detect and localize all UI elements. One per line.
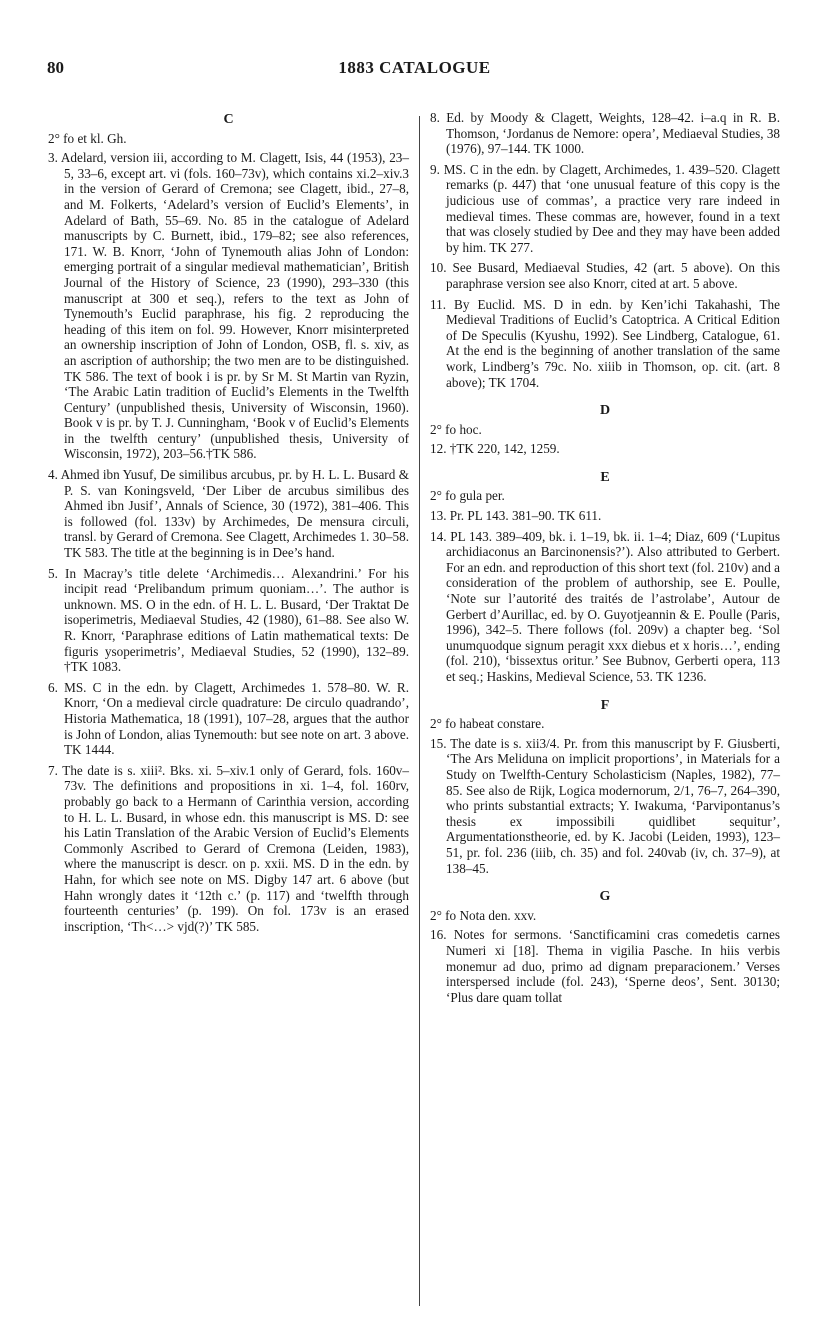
note-entry-14: 14. PL 143. 389–409, bk. i. 1–19, bk. ii. 1–4; Diaz, 609 (‘Lupitus archidiaconus an Barcinonensis?’). Also attributed to Gerbert. For an edn. and reproduction of this short text (fol. 210v) and a consideration of the problem of authorship, see E. Poulle, ‘Note sur l’autorité des traités de l’astrolabe’, Autour de Gerbert d’Aurillac, ed. by O. Guyotjeannin & E. Poulle (Paris, 1996), 342–5. There follows (fol. 209v) a chapter beg. ‘Sol unumquodque signum peragit xxx diebus et x horis…’, ending (fol. 210), ‘bissextus oritur.’ See Bubnov, Gerberti opera, 113 et seq.; Haskins, Medieval Science, 53. TK 1236.: [430, 528, 780, 684]
folio-incipit-g: 2° fo Nota den. xxv.: [430, 907, 537, 923]
folio-incipit-e: 2° fo gula per.: [430, 488, 505, 504]
note-entry-5: 5. In Macray’s title delete ‘Archimedis… Alexandrini.’ For his incipit read ‘Prelibandum primum quoniam…’. The author is unknown. MS. O in the edn. of H. L. L. Busard, ‘Der Traktat De isoperimetris, Mediaeval Studies, 42 (1980), 61–88. See also W. R. Knorr, ‘Paraphrase editions of Latin mathematical texts: De figuris ysoperimetris’, Mediaeval Studies, 52 (1990), 132–89. †TK 1083.: [48, 565, 409, 675]
folio-incipit-f: 2° fo habeat constare.: [430, 716, 545, 732]
section-heading-d: D: [599, 403, 611, 419]
note-entry-10: 10. See Busard, Mediaeval Studies, 42 (art. 5 above). On this paraphrase version see also Knorr, cited at art. 5 above.: [430, 260, 780, 291]
right-column: [430, 110, 780, 1010]
note-entry-3: 3. Adelard, version iii, according to M. Clagett, Isis, 44 (1953), 23–5, 33–6, except art. vi (fols. 160–73v), which contains xi.2–xiv.3 in the version of Gerard of Cremona; see Clagett, ibid., 27–8, and M. Folkerts, ‘Adelard’s version of Euclid’s Elements’, in Adelard of Bath, 55–69. No. 85 in the catalogue of Adelard manuscripts by C. Burnett, ibid., 179–82; see also references, 171. W. B. Knorr, ‘John of Tynemouth alias John of London: emerging portrait of a singular medieval mathematician’, British Journal of the History of Science, 23 (1990), 293–330 (this manuscript at 300 et seq.), refers to the text as John of Tynemouth’s Euclid paraphrase, his fig. 2 reproducing the heading of this item on fol. 99. However, Knorr misinterpreted an ownership inscription of John of London, OSB, fl. s. xiv, as an ascription of authorship; the two men are to be distinguished. TK 586. The text of book i is pr. by Sr M. St Martin van Ryzin, ‘The Arabic Latin tradition of Euclid’s Elements in the Twelfth Century’ (unpublished thesis, University of Wisconsin, 1960). Book v is pr. by T. J. Cunningham, ‘Book v of Euclid’s Elements in the twelfth century’ (unpublished thesis, University of Wisconsin, 1972), 203–56.†TK 586.: [48, 150, 409, 462]
section-heading-c: C: [223, 112, 234, 127]
note-entry-15: 15. The date is s. xii3/4. Pr. from this manuscript by F. Giusberti, ‘The Ars Meliduna on implicit proportions’, in Materials for a Study on Twelfth-Century Scholasticism (Naples, 1982), 77–85. See also de Rijk, Logica modernorum, 2/1, 76–7, 264–390, who prints substantial extracts; Y. Iwakuma, ‘Parvipontanus’s thesis ex impossibili quidlibet sequitur’, Argumentationstheorie, ed. by K. Jacobi (Leiden, 1993), 123–51, pr. fol. 236 (iiib, ch. 35) and fol. 240vab (iv, ch. 37–9), at 138–45.: [430, 735, 780, 876]
note-entry-6: 6. MS. C in the edn. by Clagett, Archimedes 1. 578–80. W. R. Knorr, ‘On a medieval circle quadrature: De circulo quadrando’, Historia Mathematica, 18 (1991), 107–28, argues that the author is John of London, alias Tynemouth: but see note on art. 3 above. TK 1444.: [48, 679, 409, 758]
note-entry-9: 9. MS. C in the edn. by Clagett, Archimedes, 1. 439–520. Clagett remarks (p. 447) that ‘one unusual feature of this copy is the judicious use of commas’, a practice very rare indeed in medieval times. These commas are, however, found in a text that was closely studied by Dee and they may have been added by him. TK 277.: [430, 161, 780, 255]
section-heading-e: E: [600, 469, 610, 485]
note-entry-7: 7. The date is s. xiii². Bks. xi. 5–xiv.1 only of Gerard, fols. 160v–73v. The definitions and propositions in xi. 1–4, fol. 160rv, probably go back to a Hermann of Carinthia version, according to H. L. L. Busard, in whose edn. this manuscript is MS. D: see his Latin Translation of the Arabic Version of Euclid’s Elements Commonly Ascribed to Gerard of Cremona (Leiden, 1983), where the manuscript is descr. on p. xxii. MS. D in the edn. by Hahn, for which see note on MS. Digby 147 art. 6 above (but Hahn wrongly dates it ‘12th c.’ (p. 117) and ‘twelfth through fourteenth centuries’ (p. 199). On fol. 173v is an erased inscription, ‘Th<…> vjd(?)’ TK 585.: [48, 762, 409, 934]
page-number: 80: [47, 58, 64, 77]
left-column: [48, 110, 409, 939]
note-entry-12: 12. †TK 220, 142, 1259.: [430, 441, 560, 457]
note-entry-16: 16. Notes for sermons. ‘Sanctificamini cras comedetis carnes Numeri xi [18]. Thema in vigilia Pasche. In hiis verbis monemur ad duo, primo ad dignam preparacionem.’ Verses interspersed include (fol. 243), ‘Sperne deos’, Sent. 30130; ‘Plus dare quam tollat: [430, 927, 780, 1005]
note-entry-4: 4. Ahmed ibn Yusuf, De similibus arcubus, pr. by H. L. L. Busard & P. S. van Koningsveld, ‘Der Liber de arcubus similibus des Ahmed ibn Jusif’, Annals of Science, 30 (1972), 381–406. This is followed (fol. 133v) by Archimedes, De mensura circuli, transl. by Gerard of Cremona. See Clagett, Archimedes 1. 30–58. TK 583. The title at the beginning is in Dee’s hand.: [48, 467, 409, 561]
running-title: 1883 CATALOGUE: [338, 58, 491, 77]
page-header: [0, 58, 829, 82]
folio-incipit-d: 2° fo hoc.: [430, 421, 482, 437]
folio-incipit-c: 2° fo et kl. Gh.: [48, 130, 127, 146]
note-entry-8: 8. Ed. by Moody & Clagett, Weights, 128–42. i–a.q in R. B. Thomson, ‘Jordanus de Nemore: opera’, Mediaeval Studies, 38 (1976), 97–144. TK 1000.: [430, 110, 781, 157]
note-entry-11: 11. By Euclid. MS. D in edn. by Ken’ichi Takahashi, The Medieval Traditions of Euclid’s Catoptrica. A Critical Edition of De Speculis (Kyushu, 1992). See Lindberg, Catalogue, 61. At the end is the beginning of another translation of the same work, Lindberg’s 79c. No. xiiib in Thomson, op. cit. (art. 8 above); TK 1704.: [430, 296, 780, 390]
section-heading-g: G: [599, 889, 611, 905]
note-entry-13: 13. Pr. PL 143. 381–90. TK 611.: [430, 508, 602, 524]
column-divider: [419, 116, 420, 1306]
section-heading-f: F: [600, 697, 610, 713]
